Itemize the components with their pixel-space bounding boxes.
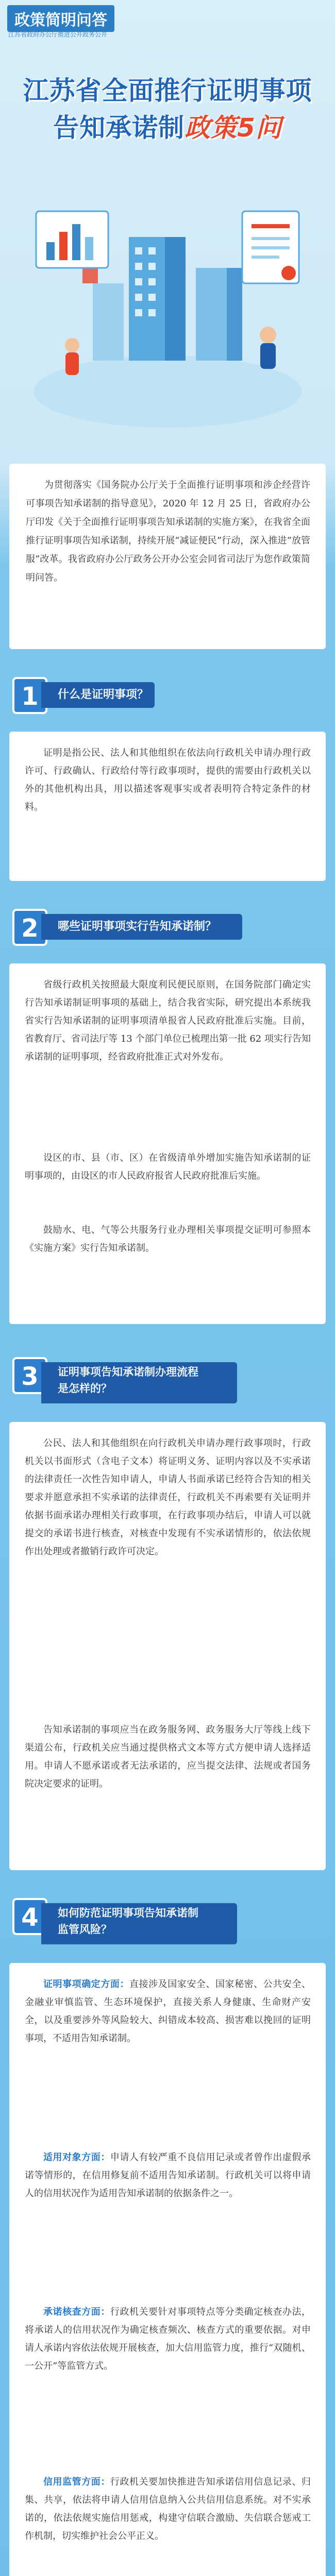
column-subtitle: 江苏省政府办公厅推进公开政务公开 xyxy=(8,31,108,38)
section-1-body xyxy=(9,732,326,881)
title-line-2-accent: 政策5问 xyxy=(185,113,282,143)
section-2-para-3: 鼓励水、电、气等公共服务行业办理相关事项提交证明可参照本《实施方案》实行告知承诺制。 xyxy=(25,1225,311,1253)
chart-icon xyxy=(36,211,108,268)
header-illustration xyxy=(0,149,335,459)
section-4-item-4-text: 行政机关要加快推进告知承诺信用信息记录、归集、共享，依法将申请人信用信息纳入公共信用信息系统。对不实承诺的，依法依规实施信用惩戒，构建守信联合激励、失信联合惩戒工作机制，切实维护社会公平正义。 xyxy=(25,2477,311,2541)
section-4-item-2 xyxy=(25,2148,311,2202)
section-4-item-1 xyxy=(25,1975,311,2047)
section-4-title-line-1: 如何防范证明事项告知承诺制 xyxy=(58,1907,198,1919)
intro-card xyxy=(9,464,326,649)
section-1-number: 1 xyxy=(21,682,39,711)
title-line-2 xyxy=(0,109,335,146)
section-3-header xyxy=(10,1355,320,1412)
section-3-body xyxy=(9,1422,326,1870)
section-4-item-3-label: 承诺核查方面： xyxy=(43,2307,110,2317)
section-4-item-1-text: 直接涉及国家安全、国家秘密、公共安全、金融业审慎监管、生态环境保护，直接关系人身健康、生命财产安全，以及重要涉外等风险较大、纠错成本较高、损害难以挽回的证明事项，不适用告知承诺制。 xyxy=(25,1979,311,2044)
section-2-title: 哪些证明事项实行告知承诺制？ xyxy=(58,920,217,933)
section-3-title-line-2: 是怎样的？ xyxy=(58,1382,112,1395)
document-icon xyxy=(242,211,299,283)
section-2-para-1: 省级行政机关按照最大限度利民便民原则，在国务院部门确定实行告知承诺制证明事项的基础上，结合我省实际，研究提出本系统我省实行告知承诺制的证明事项清单报省人民政府批准后实施。目前，省教育厅、省司法厅等 13 个部门单位已梳理出第一批 62 项实行告知承诺制的证明事项，经省政府批准正式对外发布。 xyxy=(25,979,311,1062)
section-4-item-2-text: 申请人有较严重不良信用记录或者曾作出虚假承诺等情形的，在信用修复前不适用告知承诺制。行政机关可以将申请人的信用状况作为适用告知承诺制的依据条件之一。 xyxy=(25,2152,311,2199)
section-1-para-1: 证明是指公民、法人和其他组织在依法向行政机关申请办理行政许可、行政确认、行政给付等行政事项时，提供的需要由行政机关以外的其他机构出具，用以描述客观事实或者表明符合特定条件的材料。 xyxy=(25,748,311,812)
section-2-header xyxy=(10,907,320,948)
section-3-number: 3 xyxy=(21,1362,39,1391)
section-1-title: 什么是证明事项？ xyxy=(58,688,149,701)
section-1-header xyxy=(10,675,320,716)
header xyxy=(0,0,335,36)
intro-text: 为贯彻落实《国务院办公厅关于全面推行证明事项和涉企经营许可事项告知承诺制的指导意见》，2020 年 12 月 25 日，省政府办公厅印发《关于全面推行证明事项告知承诺制的实施方案》，在我省全面推行证明事项告知承诺制，持续开展“减证便民”行动，深入推进“放管服”改革。我省政府办公厅政务公开办公室会同省司法厅为您作政策简明问答。 xyxy=(26,480,310,583)
section-4-item-4-label: 信用监管方面： xyxy=(43,2477,110,2487)
section-2-body xyxy=(9,963,326,1324)
section-4-item-1-label: 证明事项确定方面： xyxy=(43,1979,129,1990)
section-4-title-line-2: 监管风险？ xyxy=(58,1923,112,1936)
section-4-header xyxy=(10,1896,320,1953)
section-2-para-2: 设区的市、县（市、区）在省级清单外增加实施告知承诺制的证明事项的，由设区的市人民政府报省人民政府批准后实施。 xyxy=(25,1153,311,1181)
section-4-item-3-text: 行政机关要针对事项特点等分类确定核查办法，将承诺人的信用状况作为确定核查频次、核查方式的重要依据。对申请人承诺内容依法依规开展核查，加大信用监管力度，推行“双随机、一公开”等监管方式。 xyxy=(25,2307,311,2371)
section-4-item-4 xyxy=(25,2473,311,2545)
title-line-1: 江苏省全面推行证明事项 xyxy=(23,76,312,106)
section-4-number: 4 xyxy=(21,1903,39,1932)
section-3-title-line-1: 证明事项告知承诺制办理流程 xyxy=(58,1366,198,1378)
section-4-item-3 xyxy=(25,2303,311,2375)
section-4-body xyxy=(9,1963,326,2576)
page-title xyxy=(0,72,335,146)
section-3-para-2: 告知承诺制的事项应当在政务服务网、政务服务大厅等线上线下渠道公布，行政机关应当通过提供格式文本等方式方便申请人选择适用。申请人不愿承诺或者无法承诺的，应当提交法律、法规或者国务院决定要求的证明。 xyxy=(25,1724,311,1789)
column-tag: 政策简明问答 xyxy=(7,5,114,32)
section-4-item-2-label: 适用对象方面： xyxy=(43,2152,110,2163)
title-line-2-main: 告知承诺制 xyxy=(53,113,185,143)
section-2-number: 2 xyxy=(21,914,39,943)
section-3-para-1: 公民、法人和其他组织在向行政机关申请办理行政事项时，行政机关以书面形式（含电子文本）将证明义务、证明内容以及不实承诺的法律责任一次性告知申请人，申请人书面承诺已经符合告知的相关要求并愿意承担不实承诺的法律责任，行政机关不再索要有关证明并依据书面承诺办理相关行政事项，在行政事项办结后，申请人可以就提交的承诺书进行核查，对核查中发现有不实承诺情形的，依法依规作出处理或者撤销行政许可决定。 xyxy=(25,1438,311,1557)
